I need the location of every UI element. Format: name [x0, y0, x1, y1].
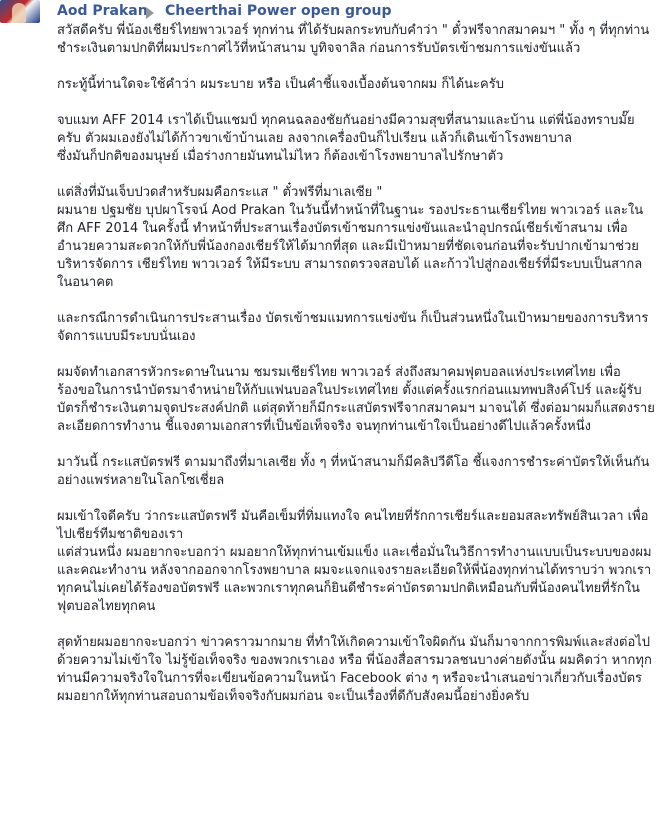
paragraph-line: แต่สิ่งที่มันเจ็บปวดสำหรับผมคือกระแส " ตั๋วฟรีที่มาเลเซีย " — [57, 185, 383, 200]
avatar-person-figure — [12, 3, 26, 23]
paragraph-line: มาวันนี้ กระแสบัตรฟรี ตามมาถึงที่มาเลเซีย ทั้ง ๆ ที่หน้าสนามก็มีคลิปวีดีโอ ชี้แจงการชำระค่าบัตรให้เห็นกันอย่างแพร่หลายในโลกโซเชี่ยล — [57, 455, 650, 488]
paragraph-line: ซึ่งมันก็ปกติของมนุษย์ เมื่อร่างกายมันทนไม่ไหว ก็ต้องเข้าโรงพยาบาลไปรักษาตัว — [57, 149, 504, 164]
paragraph-line: กระทู้นี้ท่านใดจะใช้คำว่า ผมระบาย หรือ เป็นคำชี้แจงเบื้องต้นจากผม ก็ได้นะครับ — [57, 77, 504, 92]
paragraph-free-ticket-issue — [57, 184, 657, 292]
paragraph-official-letter — [57, 364, 657, 436]
right-triangle-icon — [146, 7, 154, 19]
author-name-link[interactable]: Aod Prakan — [57, 3, 148, 19]
paragraph-line: จบแมท AFF 2014 เราได้เป็นแชมป์ ทุกคนฉลองชัยกันอย่างมีความสุขที่สนามและบ้าน แต่พี่น้องทราบมั๊ยครับ ตัวผมเองยังไม่ได้ก้าวขาเข้าบ้านเลย ลงจากเครื่องบินก็ไปเรียน แล้วก็เดินเข้าโรงพยาบาล — [57, 113, 635, 146]
post-body — [57, 22, 657, 724]
author-avatar[interactable] — [0, 0, 40, 23]
paragraph-line: ผมนาย ปฐมชัย บุปผาโรจน์ Aod Prakan ในวันนี้ทำหน้าที่ในฐานะ รองประธานเชียร์ไทย พาวเวอร์ และในศึก AFF 2014 ในครั้งนี้ ทำหน้าที่ประสานเรื่องบัตรเข้าชมการแข่งขันและนำอุปกรณ์เชียร์เข้าสนาม เพื่ออำนวยความสะดวกให้กับพี่น้องกองเชียร์ให้ได้มากที่สุด และมีเป้าหมายที่ชัดเจนก่อนที่จะรับปากเข้ามาช่วยบริหารจัดการ เชียร์ไทย พาวเวอร์ ให้มีระบบ สามารถตรวจสอบได้ และก้าวไปสู่กองเชียร์ที่มีระบบเป็นสากลในอนาคต — [57, 203, 644, 290]
paragraph-aff-champion — [57, 112, 657, 166]
paragraph-ticket-coordination — [57, 310, 657, 346]
paragraph-understanding — [57, 508, 657, 616]
post-header — [0, 0, 663, 24]
paragraph-greeting — [57, 22, 657, 58]
paragraph-line: สวัสดีครับ พี่น้องเชียร์ไทยพาวเวอร์ ทุกท่าน ที่ได้รับผลกระทบกับคำว่า " ตั๋วฟรีจากสมาคมฯ " ทั้ง ๆ ที่ทุกท่านชำระเงินตามปกติที่ผมประกาศไว้ที่หน้าสนาม บูทิจจาลิล ก่อนการรับบัตรเข้าชมการแข่งขันแล้ว — [57, 23, 650, 56]
paragraph-malaysia — [57, 454, 657, 490]
paragraph-line: ผมเข้าใจดีครับ ว่ากระแสบัตรฟรี มันคือเข็มที่ทิ่มแทงใจ คนไทยที่รักการเชียร์และยอมสละทรัพย์สินเวลา เพื่อไปเชียร์ทีมชาติของเรา — [57, 509, 649, 542]
paragraph-conclusion — [57, 634, 657, 706]
paragraph-line: แต่ส่วนหนึ่ง ผมอยากจะบอกว่า ผมอยากให้ทุกท่านเข้มแข็ง และเชื่อมั่นในวิธีการทำงานแบบเป็นระบบของผมและคณะทำงาน หลังจากออกจากโรงพยาบาล ผมจะแจกแจงรายละเอียดให้พี่น้องทุกท่านได้ทราบว่า พวกเราทุกคนไม่เคยได้ร้องขอบัตรฟรี และพวกเราทุกคนก็ยินดีชำระค่าบัตรตามปกติเหมือนกับพี่น้องคนไทยที่รักในฟุตบอลไทยทุกคน — [57, 545, 652, 614]
paragraph-line: ผมจัดทำเอกสารหัวกระดาษในนาม ชมรมเชียร์ไทย พาวเวอร์ ส่งถึงสมาคมฟุตบอลแห่งประเทศไทย เพื่อร้องขอในการนำบัตรมาจำหน่ายให้กับแฟนบอลในประเทศไทย ตั้งแต่ครั้งแรกก่อนแมทพบสิงค์โปร์ และผู้รับบัตรก็ชำระเงินตามจุดประสงค์ปกติ แต่สุดท้ายก็มีกระแสบัตรฟรีจากสมาคมฯ มาจนได้ ซึ่งต่อมาผมก็แสดงรายละเอียดการทำงาน ชี้แจงตามเอกสารที่เป็นข้อเท็จจริง จนทุกท่านเข้าใจเป็นอย่างดีไปแล้วครั้งหนึ่ง — [57, 365, 655, 434]
paragraph-line: และกรณีการดำเนินการประสานเรื่อง บัตรเข้าชมแมทการแข่งขัน ก็เป็นส่วนหนึ่งในเป้าหมายของการบริหารจัดการแบบมีระบบนั่นเอง — [57, 311, 649, 344]
group-name-link[interactable]: Cheerthai Power open group — [165, 3, 392, 19]
paragraph-intro — [57, 76, 657, 94]
paragraph-line: สุดท้ายผมอยากจะบอกว่า ข่าวคราวมากมาย ที่ทำให้เกิดความเข้าใจผิดกัน มันก็มาจากการพิมพ์และส่งต่อไปด้วยความไม่เข้าใจ ไม่รู้ข้อเท็จจริง ของพวกเราเอง หรือ พี่น้องสื่อสารมวลชนบางค่ายดังนั้น ผมคิดว่า หากทุกท่านมีความจริงใจในการที่จะเขียนข้อความในหน้า Facebook ต่าง ๆ หรือจะนำเสนอข่าวเกี่ยวกับเรื่องบัตร ผมอยากให้ทุกท่านสอบถามข้อเท็จจริงกับผมก่อน จะเป็นเรื่องที่ดีกับสังคมนี้อย่างยิ่งครับ — [57, 635, 652, 704]
